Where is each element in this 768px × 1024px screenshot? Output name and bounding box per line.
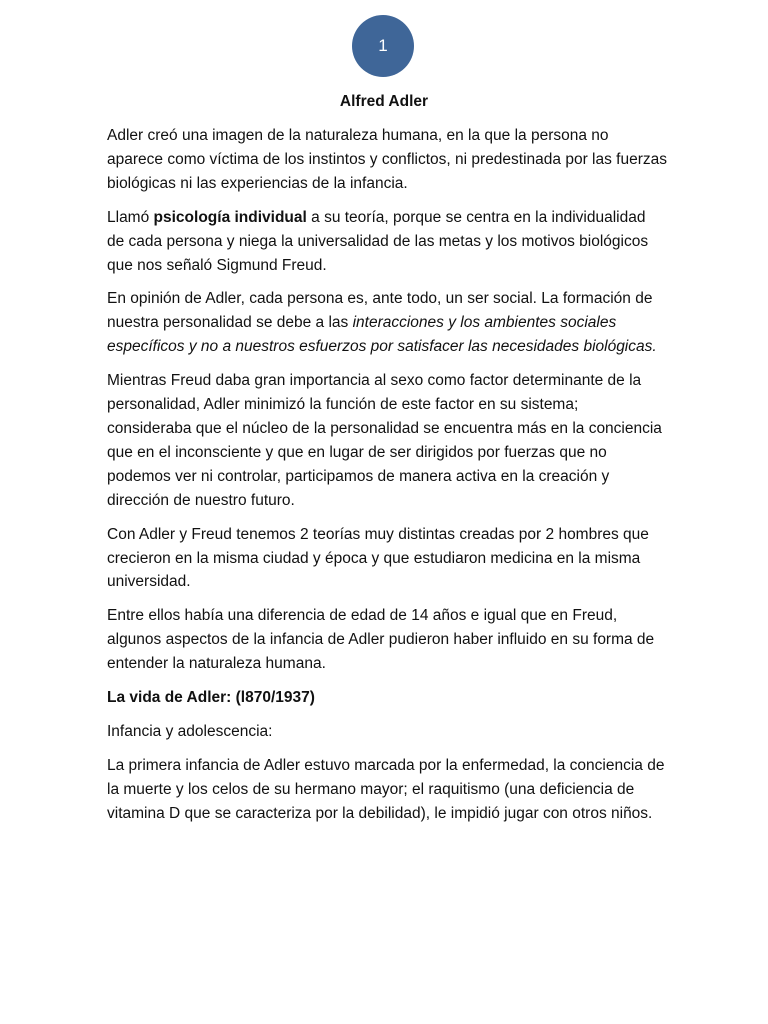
paragraph-3-lead: En opinión de Adler, cada persona es, ante todo, un ser social. La formación de nuestra personalidad se debe a las — [107, 290, 653, 332]
document-body — [107, 124, 667, 836]
paragraph-2 — [107, 206, 667, 278]
paragraph-2-lead: Llamó — [107, 208, 154, 226]
page-number-badge — [352, 15, 414, 77]
subheading: Infancia y adolescencia: — [107, 722, 273, 740]
paragraph-4: Mientras Freud daba gran importancia al sexo como factor determinante de la personalidad, Adler minimizó la función de este factor en su sistema; consideraba que el núcleo de la personalidad se encuentra más en la conciencia que en el inconsciente y que en lugar de ser dirigidos por fuerzas que no podemos ver ni controlar, participamos de manera activa en la creación y dirección de nuestro futuro. — [107, 372, 662, 509]
section-heading: La vida de Adler: (l870/1937) — [107, 689, 315, 707]
paragraph-3-italic: interacciones y los ambientes sociales específicos y no a nuestros esfuerzos por satisfacer las necesidades biológicas. — [107, 314, 657, 356]
paragraph-1: Adler creó una imagen de la naturaleza humana, en la que la persona no aparece como víctima de los instintos y conflictos, ni predestinada por las fuerzas biológicas ni las experiencias de la infancia. — [107, 127, 667, 192]
page-number: 1 — [378, 36, 388, 55]
paragraph-5: Con Adler y Freud tenemos 2 teorías muy distintas creadas por 2 hombres que crecieron en la misma ciudad y época y que estudiaron medicina en la misma universidad. — [107, 525, 649, 591]
paragraph-6: Entre ellos había una diferencia de edad de 14 años e igual que en Freud, algunos aspectos de la infancia de Adler pudieron haber influido en su forma de entender la naturaleza humana. — [107, 607, 655, 673]
paragraph-7: La primera infancia de Adler estuvo marcada por la enfermedad, la conciencia de la muerte y los celos de su hermano mayor; el raquitismo (una deficiencia de vitamina D que se caracteriza por la debilidad), le impidió jugar con otros niños. — [107, 756, 665, 822]
paragraph-2-rest: a su teoría, porque se centra en la individualidad de cada persona y niega la universalidad de las metas y los motivos biológicos que nos señaló Sigmund Freud. — [107, 208, 649, 274]
paragraph-2-bold-term: psicología individual — [153, 208, 307, 226]
paragraph-3 — [107, 287, 667, 359]
document-title: Alfred Adler — [339, 93, 429, 110]
